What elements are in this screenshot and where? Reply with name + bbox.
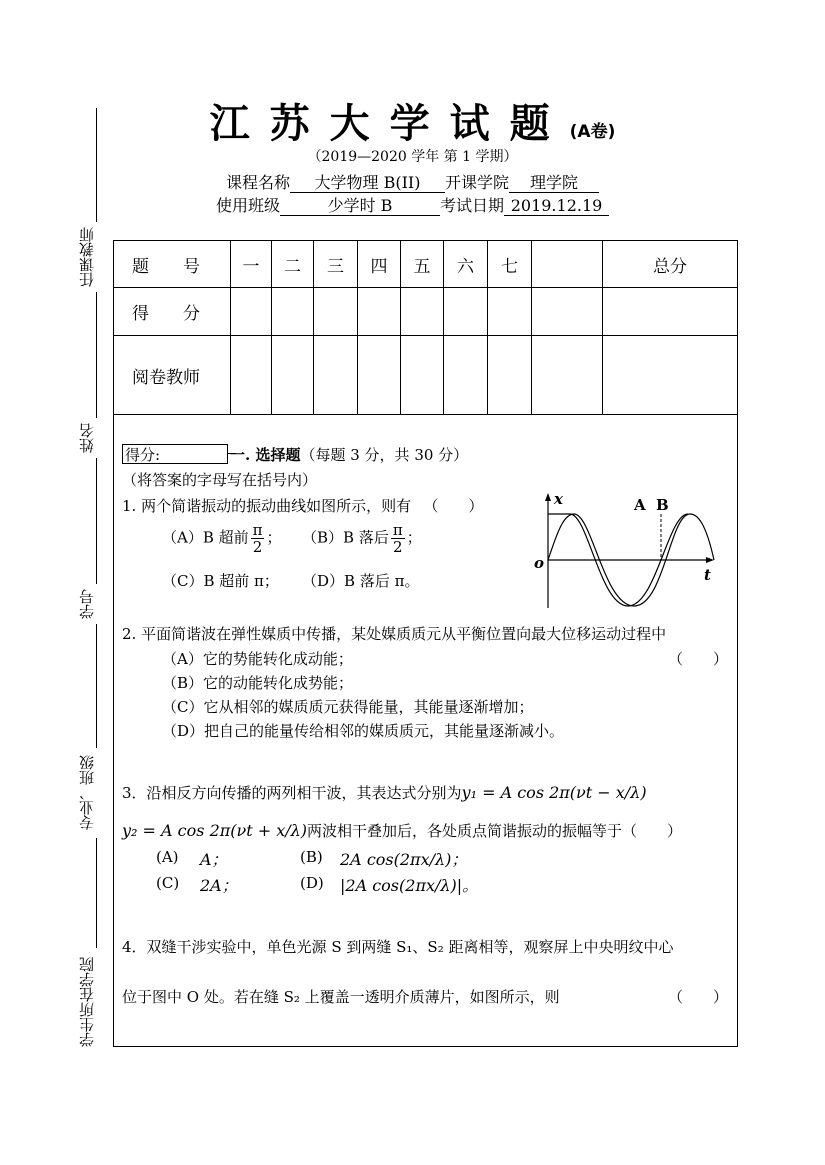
origin-label: o (534, 554, 545, 572)
q3-option-b: 2A cos(2πx/λ)； (340, 850, 468, 869)
curve-b-label: B (656, 496, 669, 514)
student-id-label: 学号 (76, 584, 98, 624)
score-cell[interactable] (314, 288, 358, 336)
pi-over-2-fraction (251, 522, 265, 555)
q1-option-b (302, 522, 422, 555)
class-name: 少学时 B (280, 196, 440, 216)
q3-option-c-label: (C) (156, 874, 180, 892)
q1-option-sep: ； (266, 528, 282, 547)
fraction-denominator: 2 (392, 538, 403, 556)
exam-date: 2019.12.19 (504, 196, 609, 216)
score-table-header-row (114, 241, 738, 288)
q3-stem: 3．沿相反方向传播的两列相干波，其表达式分别为 (122, 784, 462, 802)
col-header: 七 (488, 241, 532, 288)
q2-answer-paren: （ ） (668, 650, 729, 668)
pi-over-2-fraction (391, 522, 405, 555)
q3-option-c: 2A； (200, 876, 238, 895)
q1-option-sep: ； (406, 528, 422, 547)
score-cell[interactable] (358, 288, 401, 336)
q1-option-a-text: （A）B 超前 (162, 528, 249, 547)
q1-option-d: （D）B 落后 π。 (302, 572, 420, 590)
college-label: 学生所在学院 (76, 948, 98, 1056)
oscillation-graph (530, 490, 725, 610)
y-axis-label: x (554, 490, 563, 508)
fraction-numerator: π (392, 521, 403, 539)
section-heading (230, 444, 468, 465)
col-header: 一 (231, 241, 272, 288)
section-instruction: （将答案的字母写在括号内） (122, 471, 318, 489)
col-header (532, 241, 603, 288)
fraction-denominator: 2 (252, 538, 263, 556)
major-class-label: 专业、班级 (76, 748, 98, 838)
q3-stem2: 两波相干叠加后，各处质点简谐振动的振幅等于（ ） (307, 822, 683, 840)
col-header: 三 (314, 241, 358, 288)
name-label: 姓名 (76, 418, 98, 458)
q2-option-c: （C）它从相邻的媒质质元获得能量，其能量逐渐增加； (162, 698, 534, 716)
col-header: 六 (444, 241, 488, 288)
score-cell[interactable] (444, 288, 488, 336)
q3-stem-line2 (122, 820, 682, 841)
score-cell-total[interactable] (603, 288, 738, 336)
fraction-numerator: π (252, 521, 263, 539)
exam-title (0, 92, 825, 149)
score-table-score-row (114, 288, 738, 336)
dept-name: 理学院 (509, 173, 599, 193)
q3-eq-y2: y₂ = A cos 2π(νt + x/λ) (122, 821, 308, 840)
q3-option-d-label: (D) (300, 874, 324, 892)
section-heading-title: . 选择题 (245, 446, 301, 464)
grader-cell[interactable] (488, 336, 532, 415)
row-header-score: 得 分 (114, 288, 231, 336)
teacher-label: 任课教师 (76, 222, 98, 292)
grader-cell-total[interactable] (603, 336, 738, 415)
q2-stem: 2. 平面简谐波在弹性媒质中传播，某处媒质质元从平衡位置向最大位移运动过程中 (122, 625, 667, 643)
q1-option-b-text: （B）B 落后 (302, 528, 389, 547)
section-heading-num: 一 (230, 446, 246, 464)
course-name: 大学物理 B(II) (290, 173, 445, 193)
exam-title-text: 江苏大学试题 (209, 100, 570, 147)
row-header-grader: 阅卷教师 (114, 336, 231, 415)
q3-option-d: |2A cos(2πx/λ)|。 (340, 876, 479, 895)
score-cell[interactable] (401, 288, 444, 336)
class-label: 使用班级 (215, 196, 280, 215)
score-cell[interactable] (231, 288, 272, 336)
row-header-question-no: 题 号 (114, 241, 231, 288)
curve-a-label: A (634, 496, 646, 514)
q3-stem-line1 (122, 782, 647, 803)
q1-option-a (162, 522, 282, 555)
q1-option-c: （C）B 超前 π； (162, 572, 279, 590)
dept-label: 开课学院 (445, 173, 510, 192)
y-axis-arrow (545, 493, 551, 501)
x-axis-label: t (704, 566, 711, 584)
q1-stem: 1. 两个简谐振动的振动曲线如图所示，则有 （ ） (122, 497, 484, 515)
grader-cell[interactable] (444, 336, 488, 415)
grader-cell[interactable] (401, 336, 444, 415)
exam-paper-version: (A卷) (569, 122, 616, 142)
course-line (0, 170, 825, 193)
score-table (113, 240, 738, 415)
q3-option-a: A； (200, 850, 228, 869)
section-heading-note: （每题 3 分，共 30 分） (300, 446, 469, 464)
grader-cell[interactable] (272, 336, 314, 415)
q4-line2: 位于图中 O 处。若在缝 S₂ 上覆盖一透明介质薄片，如图所示，则 (122, 988, 560, 1006)
col-header-total: 总分 (603, 241, 738, 288)
section-score-box[interactable]: 得分: (122, 444, 228, 464)
score-cell[interactable] (532, 288, 603, 336)
grader-cell[interactable] (314, 336, 358, 415)
academic-year: （2019—2020 学年 第 1 学期） (307, 149, 518, 165)
q3-option-a-label: (A) (156, 848, 179, 866)
col-header: 五 (401, 241, 444, 288)
q3-option-b-label: (B) (300, 848, 323, 866)
q3-eq-y1: y₁ = A cos 2π(νt − x/λ) (461, 783, 647, 802)
grader-cell[interactable] (231, 336, 272, 415)
class-line (0, 193, 825, 216)
q4-answer-paren: （ ） (668, 988, 729, 1006)
score-cell[interactable] (272, 288, 314, 336)
course-label: 课程名称 (225, 173, 290, 192)
date-label: 考试日期 (440, 196, 505, 215)
grader-cell[interactable] (532, 336, 603, 415)
q2-option-b: （B）它的动能转化成势能； (162, 674, 354, 692)
col-header: 二 (272, 241, 314, 288)
grader-cell[interactable] (358, 336, 401, 415)
score-cell[interactable] (488, 288, 532, 336)
x-axis-arrow (706, 557, 714, 563)
q2-option-a: （A）它的势能转化成动能； (162, 650, 353, 668)
q2-option-d: （D）把自己的能量传给相邻的媒质质元，其能量逐渐减小。 (162, 722, 565, 740)
score-table-grader-row (114, 336, 738, 415)
col-header: 四 (358, 241, 401, 288)
q4-line1: 4．双缝干涉实验中，单色光源 S 到两缝 S₁、S₂ 距离相等，观察屏上中央明纹中心 (122, 938, 674, 956)
